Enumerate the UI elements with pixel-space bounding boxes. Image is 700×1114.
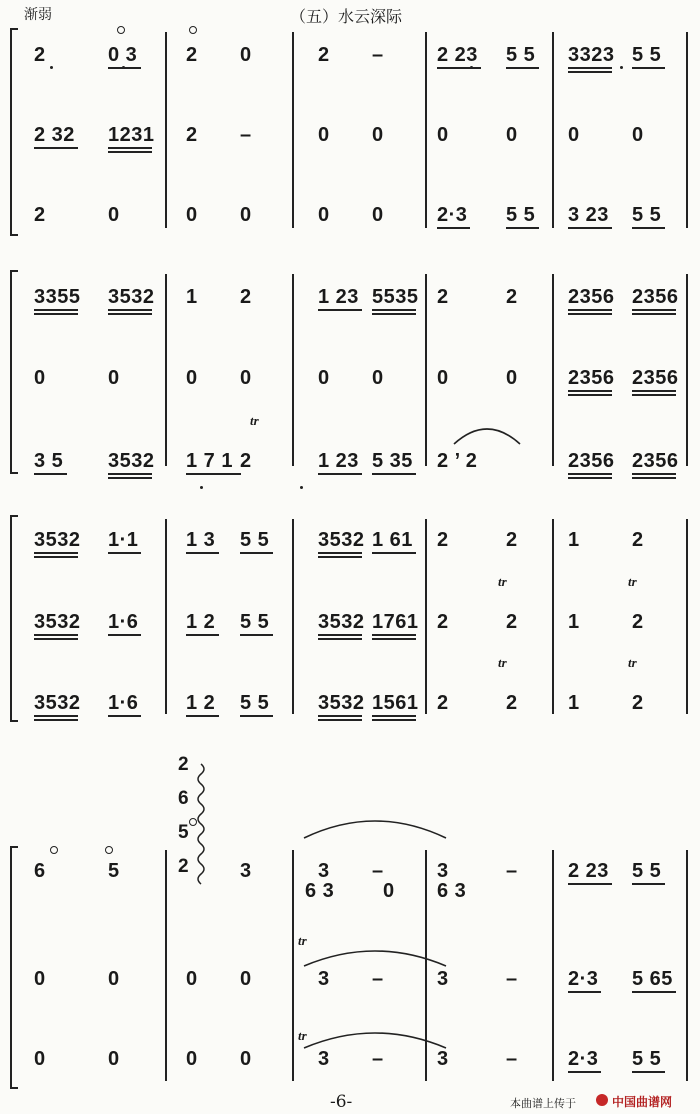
beam-underline	[506, 67, 539, 69]
note-group: 2	[506, 692, 518, 714]
note-group: 2	[34, 204, 46, 226]
arpeggio-note: 5	[178, 822, 190, 843]
note-group: –	[240, 124, 252, 146]
beam-underline	[632, 313, 676, 315]
note-group: 0	[240, 204, 252, 226]
note-group: 5 5	[506, 204, 536, 226]
beam-underline	[632, 394, 676, 396]
beam-underline	[108, 715, 141, 717]
site-name: 中国曲谱网	[612, 1095, 673, 1109]
note-group: –	[372, 44, 384, 66]
barline	[292, 274, 294, 466]
beam-underline	[568, 477, 612, 479]
note-group: 1 3	[186, 529, 216, 551]
note-group: 0	[372, 367, 384, 389]
note-group: 0	[108, 204, 120, 226]
beam-underline	[632, 227, 665, 229]
note-group: 2	[186, 44, 198, 66]
note-group: 2356	[568, 367, 615, 389]
trill-marking: tr	[628, 655, 637, 670]
beam-underline	[632, 390, 676, 392]
note-group: 1561	[372, 692, 419, 714]
arpeggio-note: 2	[178, 856, 190, 877]
note-group: –	[506, 860, 518, 882]
beam-underline	[108, 552, 141, 554]
note-group: 1·6	[108, 611, 139, 633]
note-group: 1	[568, 692, 580, 714]
note-group: 0	[506, 367, 518, 389]
harmonic-circle	[50, 846, 58, 854]
note-group: 3 5	[34, 450, 64, 472]
tie-slur	[302, 950, 448, 968]
note-group: 2356	[568, 450, 615, 472]
note-group: 1231	[108, 124, 155, 146]
note-group: 2	[437, 611, 449, 633]
beam-underline	[318, 473, 362, 475]
beam-underline	[34, 638, 78, 640]
note-group: 2	[437, 529, 449, 551]
beam-underline	[568, 883, 612, 885]
note-group: 1 2	[186, 692, 216, 714]
beam-underline	[318, 556, 362, 558]
tempo-marking: 渐弱	[24, 7, 52, 23]
note-group: 3532	[318, 529, 365, 551]
beam-underline	[372, 309, 416, 311]
section-title: （五）水云深际	[290, 7, 403, 26]
beam-underline	[108, 151, 152, 153]
barline	[425, 32, 427, 228]
beam-underline	[318, 552, 362, 554]
note-group: 0	[108, 1048, 120, 1070]
beam-underline	[632, 1071, 665, 1073]
beam-underline	[34, 719, 78, 721]
beam-underline	[568, 313, 612, 315]
barline	[552, 32, 554, 228]
lower-voice-note: 6 3	[437, 880, 467, 902]
barline	[552, 274, 554, 466]
note-group: 2	[632, 611, 644, 633]
note-group: 3355	[34, 286, 81, 308]
beam-underline	[318, 638, 362, 640]
note-group: 2	[437, 692, 449, 714]
beam-underline	[108, 473, 152, 475]
note-group: 0	[506, 124, 518, 146]
note-group: 0	[34, 367, 46, 389]
note-group: 3532	[318, 611, 365, 633]
beam-underline	[632, 477, 676, 479]
lower-voice-note: 6 3	[305, 880, 335, 902]
beam-underline	[372, 638, 416, 640]
beam-underline	[318, 634, 362, 636]
beam-underline	[34, 313, 78, 315]
beam-underline	[506, 227, 539, 229]
beam-underline	[108, 309, 152, 311]
note-group: 0	[186, 968, 198, 990]
barline	[686, 274, 688, 466]
system-bracket	[10, 515, 18, 722]
beam-underline	[240, 634, 273, 636]
note-group: –	[372, 1048, 384, 1070]
beam-underline	[632, 883, 665, 885]
note-group: 2	[437, 286, 449, 308]
beam-underline	[437, 67, 481, 69]
note-group: 1	[186, 286, 198, 308]
note-group: 1	[568, 529, 580, 551]
lower-voice-note: 0	[383, 880, 395, 902]
beam-underline	[186, 634, 219, 636]
barline	[686, 32, 688, 228]
note-group: 2 23	[437, 44, 478, 66]
barline	[552, 850, 554, 1081]
note-group: 2	[186, 124, 198, 146]
tie-slur	[302, 820, 448, 840]
harmonic-circle	[105, 846, 113, 854]
note-group: 0 3	[108, 44, 138, 66]
barline	[165, 850, 167, 1081]
beam-underline	[372, 719, 416, 721]
note-group: 2	[632, 529, 644, 551]
trill-marking: tr	[498, 574, 507, 589]
beam-underline	[372, 715, 416, 717]
beam-underline	[186, 552, 219, 554]
note-group: 1 23	[318, 450, 359, 472]
note-group: 0	[186, 367, 198, 389]
note-group: 2·3	[437, 204, 468, 226]
beam-underline	[34, 473, 67, 475]
note-group: 0	[186, 204, 198, 226]
note-group: 2356	[632, 450, 679, 472]
tie-slur	[302, 1032, 448, 1050]
note-group: 0	[318, 204, 330, 226]
note-group: –	[506, 1048, 518, 1070]
note-group: 0	[318, 367, 330, 389]
note-group: 0	[372, 124, 384, 146]
beam-underline	[108, 147, 152, 149]
note-group: –	[372, 860, 384, 882]
octave-dot	[470, 66, 473, 69]
beam-underline	[632, 309, 676, 311]
note-group: 3532	[34, 611, 81, 633]
note-group: 5 35	[372, 450, 413, 472]
beam-underline	[108, 477, 152, 479]
note-group: 5 5	[240, 611, 270, 633]
beam-underline	[372, 552, 416, 554]
beam-underline	[437, 227, 470, 229]
site-logo-icon	[596, 1094, 608, 1106]
arpeggio-wavy-line	[196, 764, 206, 884]
note-group: 0	[240, 367, 252, 389]
barline	[686, 850, 688, 1081]
note-group: 2	[632, 692, 644, 714]
note-group: 3532	[108, 450, 155, 472]
note-group: 3323	[568, 44, 615, 66]
octave-dot	[620, 66, 623, 69]
beam-underline	[186, 473, 241, 475]
octave-dot	[300, 486, 303, 489]
note-group: 2356	[632, 286, 679, 308]
beam-underline	[34, 715, 78, 717]
note-group: 2	[506, 529, 518, 551]
note-group: 5	[108, 860, 120, 882]
note-group: 3	[437, 860, 449, 882]
note-group: 0	[568, 124, 580, 146]
note-group: 2 ’ 2	[437, 450, 478, 472]
arpeggio-note: 6	[178, 788, 190, 809]
note-group: 5 5	[632, 1048, 662, 1070]
note-group: 1·6	[108, 692, 139, 714]
beam-underline	[568, 309, 612, 311]
beam-underline	[108, 634, 141, 636]
system-bracket	[10, 28, 18, 236]
note-group: –	[372, 968, 384, 990]
beam-underline	[240, 715, 273, 717]
beam-underline	[318, 715, 362, 717]
harmonic-circle	[117, 26, 125, 34]
barline	[165, 274, 167, 466]
arpeggio-note: 2	[178, 754, 190, 775]
note-group: 5 5	[240, 692, 270, 714]
note-group: 1	[568, 611, 580, 633]
note-group: 2	[506, 611, 518, 633]
note-group: 0	[186, 1048, 198, 1070]
note-group: 3	[318, 860, 330, 882]
beam-underline	[240, 552, 273, 554]
barline	[425, 519, 427, 714]
beam-underline	[34, 309, 78, 311]
beam-underline	[34, 552, 78, 554]
octave-dot	[122, 66, 125, 69]
barline	[292, 850, 294, 1081]
note-group: 0	[108, 367, 120, 389]
note-group: 5 65	[632, 968, 673, 990]
tie-slur	[452, 428, 522, 446]
upload-credit: 本曲谱上传于	[510, 1097, 576, 1110]
note-group: 0	[34, 968, 46, 990]
note-group: 1 61	[372, 529, 413, 551]
note-group: 3	[437, 1048, 449, 1070]
octave-dot	[50, 66, 53, 69]
beam-underline	[632, 473, 676, 475]
note-group: 2·3	[568, 1048, 599, 1070]
barline	[292, 519, 294, 714]
note-group: 0	[437, 124, 449, 146]
beam-underline	[186, 715, 219, 717]
beam-underline	[568, 1071, 601, 1073]
beam-underline	[568, 227, 612, 229]
note-group: 3532	[34, 529, 81, 551]
trill-marking: tr	[298, 933, 307, 948]
beam-underline	[632, 67, 665, 69]
beam-underline	[372, 634, 416, 636]
note-group: 2356	[568, 286, 615, 308]
note-group: 1 7 1	[186, 450, 233, 472]
trill-marking: tr	[298, 1028, 307, 1043]
note-group: 1 2	[186, 611, 216, 633]
note-group: 0	[632, 124, 644, 146]
note-group: 0	[437, 367, 449, 389]
barline	[425, 274, 427, 466]
note-group: 5 5	[632, 860, 662, 882]
note-group: 2	[34, 44, 46, 66]
trill-marking: tr	[628, 574, 637, 589]
beam-underline	[568, 67, 612, 69]
note-group: 5 5	[240, 529, 270, 551]
note-group: 5 5	[632, 204, 662, 226]
beam-underline	[34, 556, 78, 558]
note-group: 0	[240, 1048, 252, 1070]
note-group: 3 23	[568, 204, 609, 226]
note-group: 0	[108, 968, 120, 990]
note-group: 2	[506, 286, 518, 308]
beam-underline	[34, 634, 78, 636]
note-group: 6	[34, 860, 46, 882]
trill-marking: tr	[250, 413, 259, 428]
note-group: 1·1	[108, 529, 139, 551]
note-group: 1 23	[318, 286, 359, 308]
note-group: 2	[318, 44, 330, 66]
barline	[292, 32, 294, 228]
note-group: 3	[318, 968, 330, 990]
beam-underline	[632, 991, 676, 993]
note-group: 1761	[372, 611, 419, 633]
beam-underline	[108, 313, 152, 315]
note-group: 0	[318, 124, 330, 146]
note-group: 5 5	[506, 44, 536, 66]
beam-underline	[372, 473, 416, 475]
barline	[552, 519, 554, 714]
note-group: 2·3	[568, 968, 599, 990]
note-group: 3	[318, 1048, 330, 1070]
note-group: 3532	[318, 692, 365, 714]
note-group: 2 32	[34, 124, 75, 146]
note-group: 3532	[108, 286, 155, 308]
beam-underline	[568, 71, 612, 73]
beam-underline	[318, 719, 362, 721]
note-group: 2	[240, 450, 252, 472]
beam-underline	[568, 394, 612, 396]
note-group: 0	[34, 1048, 46, 1070]
octave-dot	[200, 486, 203, 489]
note-group: 0	[240, 44, 252, 66]
note-group: 3532	[34, 692, 81, 714]
beam-underline	[34, 147, 78, 149]
note-group: 0	[372, 204, 384, 226]
beam-underline	[568, 991, 601, 993]
beam-underline	[318, 309, 362, 311]
beam-underline	[568, 473, 612, 475]
note-group: 3	[437, 968, 449, 990]
note-group: 0	[240, 968, 252, 990]
note-group: 5535	[372, 286, 419, 308]
beam-underline	[372, 313, 416, 315]
barline	[165, 519, 167, 714]
note-group: 2	[240, 286, 252, 308]
system-bracket	[10, 270, 18, 474]
note-group: 5 5	[632, 44, 662, 66]
trill-marking: tr	[498, 655, 507, 670]
page-number: -6-	[330, 1092, 353, 1112]
barline	[165, 32, 167, 228]
system-bracket	[10, 846, 18, 1089]
note-group: 2356	[632, 367, 679, 389]
harmonic-circle	[189, 26, 197, 34]
note-group: 2 23	[568, 860, 609, 882]
barline	[686, 519, 688, 714]
beam-underline	[568, 390, 612, 392]
note-group: –	[506, 968, 518, 990]
note-group: 3	[240, 860, 252, 882]
